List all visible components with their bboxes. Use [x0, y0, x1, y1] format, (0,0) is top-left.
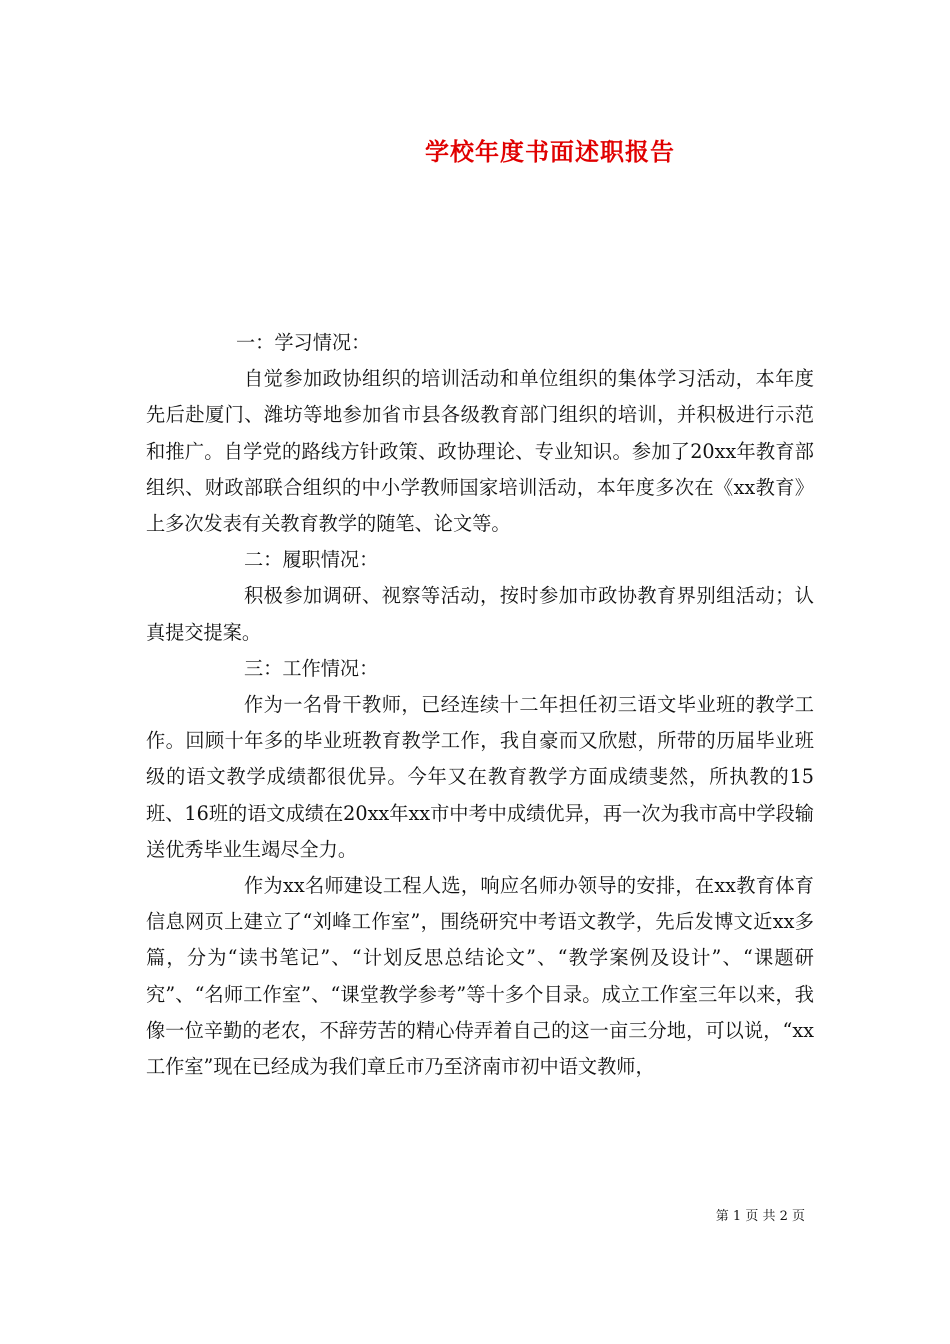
section-heading-study: 一：学习情况：	[236, 331, 371, 354]
document-body	[146, 325, 814, 1085]
paragraph-work-2: 作为xx名师建设工程人选，响应名师办领导的安排，在xx教育体育信息网页上建立了“刘峰工作室”，围绕研究中考语文教学，先后发博文近xx多篇，分为“读书笔记”、“计划反思总结论文”、“教学案例及设计”、“课题研究”、“名师工作室”、“课堂教学参考”等十多个目录。成立工作室三年以来，我像一位辛勤的老农，不辞劳苦的精心侍弄着自己的这一亩三分地，可以说，“xx工作室”现在已经成为我们章丘市乃至济南市初中语文教师，	[146, 874, 814, 1079]
document-title: 学校年度书面述职报告	[425, 137, 675, 166]
paragraph-work-1: 作为一名骨干教师，已经连续十二年担任初三语文毕业班的教学工作。回顾十年多的毕业班教育教学工作，我自豪而又欣慰，所带的历届毕业班级的语文教学成绩都很优异。今年又在教育教学方面成绩斐然，所执教的15班、16班的语文成绩在20xx年xx市中考中成绩优异，再一次为我市高中学段输送优秀毕业生竭尽全力。	[146, 693, 814, 861]
paragraph-study: 自觉参加政协组织的培训活动和单位组织的集体学习活动，本年度先后赴厦门、潍坊等地参加省市县各级教育部门组织的培训，并积极进行示范和推广。自学党的路线方针政策、政协理论、专业知识。参加了20xx年教育部组织、财政部联合组织的中小学教师国家培训活动，本年度多次在《xx教育》上多次发表有关教育教学的随笔、论文等。	[146, 367, 814, 536]
page-number-footer: 第 1 页 共 2 页	[715, 1209, 805, 1224]
section-heading-work: 三：工作情况：	[244, 656, 379, 680]
paragraph-duty: 积极参加调研、视察等活动，按时参加市政协教育界别组活动；认真提交提案。	[146, 584, 814, 644]
section-heading-duty: 二：履职情况：	[244, 548, 379, 572]
